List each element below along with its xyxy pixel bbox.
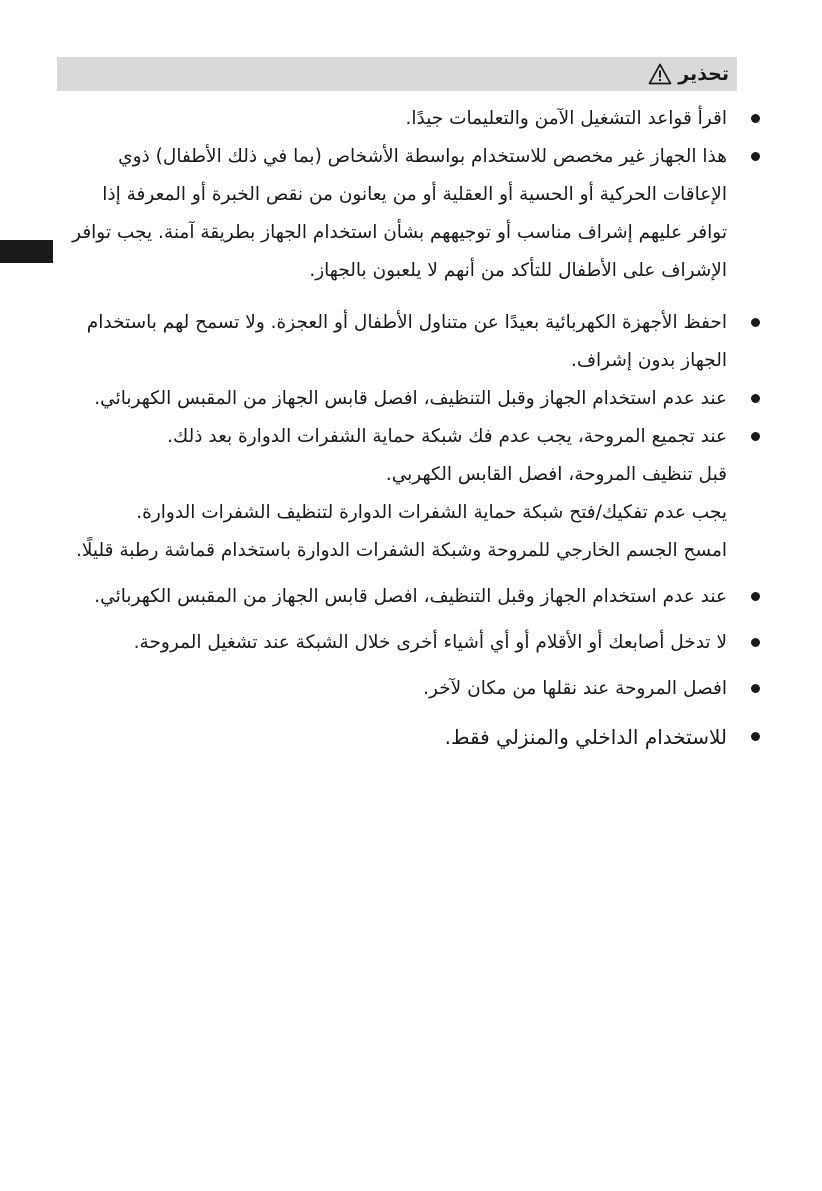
item-text: لا تدخل أصابعك أو الأقلام أو أي أشياء أخرى خلال الشبكة عند تشغيل المروحة. [133, 632, 727, 653]
warning-title: تحذير [678, 63, 729, 85]
list-item [60, 670, 760, 708]
list-item [60, 100, 760, 138]
bullet-icon [751, 592, 760, 601]
sub-item: يجب عدم تفكيك/فتح شبكة حماية الشفرات الدوارة لتنظيف الشفرات الدوارة. [136, 502, 727, 523]
bullet-icon [751, 432, 760, 441]
warning-list [60, 100, 760, 758]
bullet-icon [751, 684, 760, 693]
warning-heading [648, 61, 729, 87]
list-item [60, 418, 760, 456]
list-item [60, 304, 760, 380]
item-text: هذا الجهاز غير مخصص للاستخدام بواسطة الأشخاص (بما في ذلك الأطفال) ذوي الإعاقات الحركية أو الحسية أو العقلية أو من يعانون من نقص الخبرة أو المعرفة إذا توافر عليهم إشراف مناسب أو توجيههم بشأن استخدام الجهاز بطريقة آمنة. يجب توافر الإشراف على الأطفال للتأكد من أنهم لا يلعبون بالجهاز. [72, 146, 727, 281]
bullet-icon [751, 638, 760, 647]
list-item [60, 380, 760, 418]
bullet-icon [751, 732, 760, 741]
bullet-icon [751, 318, 760, 327]
sub-item: قبل تنظيف المروحة، افصل القابس الكهربي. [385, 464, 727, 485]
list-item [60, 578, 760, 616]
item-text: احفظ الأجهزة الكهربائية بعيدًا عن متناول الأطفال أو العجزة. ولا تسمح لهم باستخدام الجهاز بدون إشراف. [86, 312, 727, 371]
sub-item: امسح الجسم الخارجي للمروحة وشبكة الشفرات الدوارة باستخدام قماشة رطبة قليلًا. [75, 540, 727, 561]
language-edge-tab [0, 240, 53, 263]
warning-header-bar [57, 57, 737, 91]
item-text: عند عدم استخدام الجهاز وقبل التنظيف، افصل قابس الجهاز من المقبس الكهربائي. [94, 586, 727, 607]
bullet-icon [751, 114, 760, 123]
list-item [60, 624, 760, 662]
item-text: عند عدم استخدام الجهاز وقبل التنظيف، افصل قابس الجهاز من المقبس الكهربائي. [94, 388, 727, 409]
bullet-icon [751, 152, 760, 161]
list-item [60, 716, 760, 758]
item-text: افصل المروحة عند نقلها من مكان لآخر. [423, 678, 727, 699]
item-text: اقرأ قواعد التشغيل الآمن والتعليمات جيدًا. [405, 108, 727, 129]
warning-triangle-icon [648, 63, 672, 85]
item-text: عند تجميع المروحة، يجب عدم فك شبكة حماية الشفرات الدوارة بعد ذلك. [167, 426, 727, 447]
bullet-icon [751, 394, 760, 403]
list-item [60, 138, 760, 290]
item-text: للاستخدام الداخلي والمنزلي فقط. [444, 725, 727, 749]
